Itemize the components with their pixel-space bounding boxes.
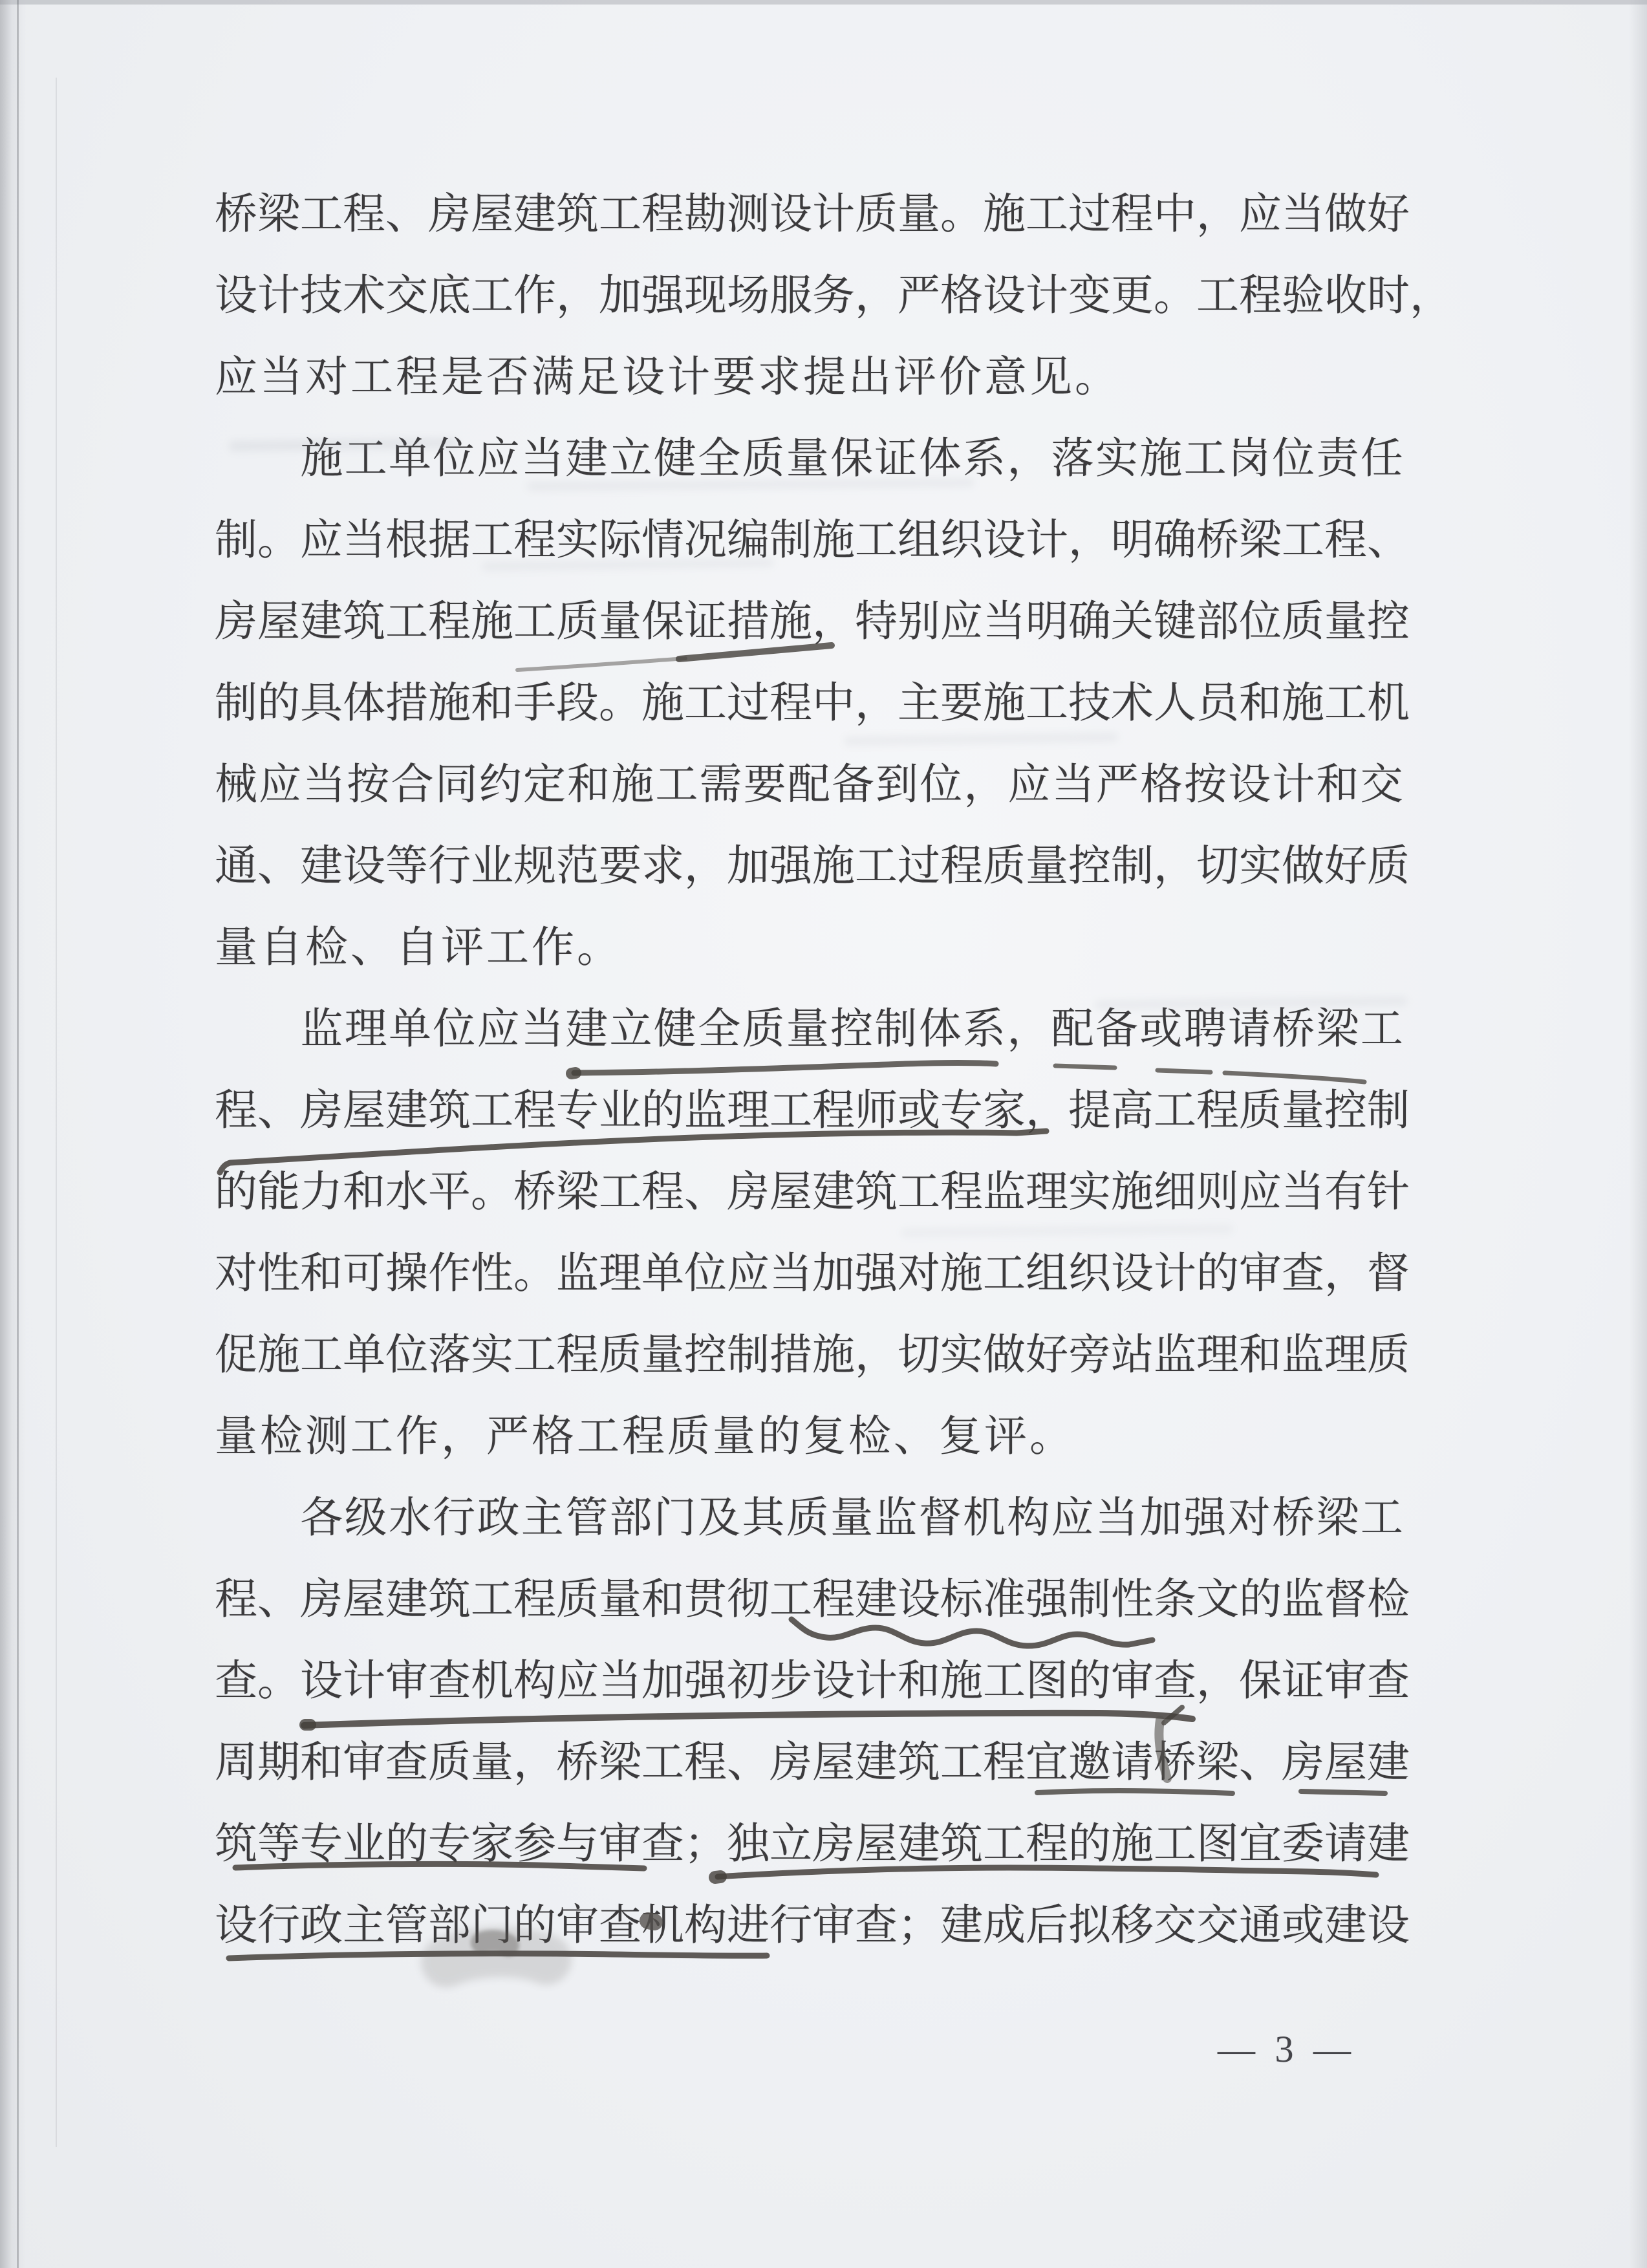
text-line: 促 施 工 单 位 落 实 工 程 质 量 控 制 措 施 ， 切 实 做 好 旁 站 监 理 和 监 理 质	[215, 1332, 1410, 1379]
text-line: 量检测工作，严格工程质量的复检、复评。	[215, 1413, 1075, 1460]
smudge-halo	[446, 1952, 546, 1962]
underline-kongzhi-tixi	[574, 1063, 996, 1074]
underline-peibei-pinqing	[1055, 1066, 1364, 1082]
bleedthrough-1	[234, 443, 453, 446]
text-line: 应当对工程是否满足设计要求提出评价意见。	[215, 354, 1120, 401]
ink-drip-mark	[1159, 1720, 1167, 1778]
text-line: 筑 等 专 业 的 专 家 参 与 审 查 ； 独 立 房 屋 建 筑 工 程 的 施 工 图 宜 委 请 建	[215, 1820, 1410, 1868]
text-line: 监 理 单 位 应 当 建 立 健 全 质 量 控 制 体 系 ， 配 备 或 聘 请 桥 梁 工	[215, 989, 1403, 1070]
wavy-underline-qiangzhixing-tiaowen	[791, 1619, 1152, 1646]
underline-zhuanjia-canyu	[235, 1864, 644, 1868]
text-line: 对 性 和 可 操 作 性 。 监 理 单 位 应 当 加 强 对 施 工 组 织 设 计 的 审 查 ， 督	[215, 1250, 1410, 1297]
text-line: 施 工 单 位 应 当 建 立 健 全 质 量 保 证 体 系 ， 落 实 施 工 岗 位 责 任	[215, 418, 1403, 500]
text-line: 械 应 当 按 合 同 约 定 和 施 工 需 要 配 备 到 位 ， 应 当 严 格 按 设 计 和 交	[215, 761, 1403, 808]
text-line: 的 能 力 和 水 平 。 桥 梁 工 程 、 房 屋 建 筑 工 程 监 理 实 施 细 则 应 当 有 针	[215, 1169, 1410, 1216]
underline-yaoqing-qiaoliang	[1037, 1791, 1233, 1793]
text-line: 房 屋 建 筑 工 程 施 工 质 量 保 证 措 施 ， 特 别 应 当 明 确 关 键 部 位 质 量 控	[215, 598, 1410, 645]
underline-fangwu	[1301, 1791, 1385, 1793]
underline-baozheng-cuoshi	[679, 645, 832, 659]
smudge-core	[482, 1941, 508, 1945]
page-number: — 3 —	[1218, 2028, 1356, 2070]
text-line: 制 的 具 体 措 施 和 手 段 。 施 工 过 程 中 ， 主 要 施 工 技 术 人 员 和 施 工 机	[215, 680, 1410, 727]
ink-dot-on-ji	[648, 1921, 654, 1922]
underline-sheji-shencha	[304, 1713, 1192, 1725]
text-line: 制 。 应 当 根 据 工 程 实 际 情 况 编 制 施 工 组 织 设 计 ， 明 确 桥 梁 工 程 、	[215, 517, 1410, 564]
bleedthrough-4	[848, 737, 1114, 741]
text-line: 桥 梁 工 程 、 房 屋 建 筑 工 程 勘 测 设 计 质 量 。 施 工 过 程 中 ， 应 当 做 好	[215, 191, 1410, 238]
text-line: 程 、 房 屋 建 筑 工 程 专 业 的 监 理 工 程 师 或 专 家 ， 提 高 工 程 质 量 控 制	[215, 1087, 1410, 1134]
text-line: 通 、 建 设 等 行 业 规 范 要 求 ， 加 强 施 工 过 程 质 量 控 制 ， 切 实 做 好 质	[215, 843, 1410, 890]
text-line: 设 计 技 术 交 底 工 作 ， 加 强 现 场 服 务 ， 严 格 设 计 变 更 。 工 程 验 收 时 ，	[215, 272, 1452, 319]
bleedthrough-2	[532, 482, 970, 486]
bleedthrough-6	[905, 1229, 1229, 1233]
text-line: 量自检、自评工作。	[215, 924, 622, 971]
text-line: 各 级 水 行 政 主 管 部 门 及 其 质 量 监 督 机 构 应 当 加 强 对 桥 梁 工	[215, 1478, 1403, 1559]
underline-baozheng-cuoshi-faint	[517, 658, 685, 670]
text-line: 设 行 政 主 管 部 门 的 审 查 机 构 进 行 审 查 ； 建 成 后 拟 移 交 交 通 或 建 设	[215, 1902, 1410, 1949]
text-line: 程 、 房 屋 建 筑 工 程 质 量 和 贯 彻 工 程 建 设 标 准 强 制 性 条 文 的 监 督 检	[215, 1576, 1410, 1623]
bleedthrough-5	[1099, 1001, 1403, 1005]
underline-jianli-gongchengshi	[220, 1131, 1046, 1172]
text-line: 周 期 和 审 查 质 量 ， 桥 梁 工 程 、 房 屋 建 筑 工 程 宜 邀 请 桥 梁 、 房 屋 建	[215, 1739, 1410, 1786]
text-line: 查 。 设 计 审 查 机 构 应 当 加 强 初 步 设 计 和 施 工 图 的 审 查 ， 保 证 审 查	[215, 1658, 1410, 1705]
underline-duli-fangwu	[718, 1868, 1376, 1877]
bleedthrough-3	[486, 563, 770, 567]
